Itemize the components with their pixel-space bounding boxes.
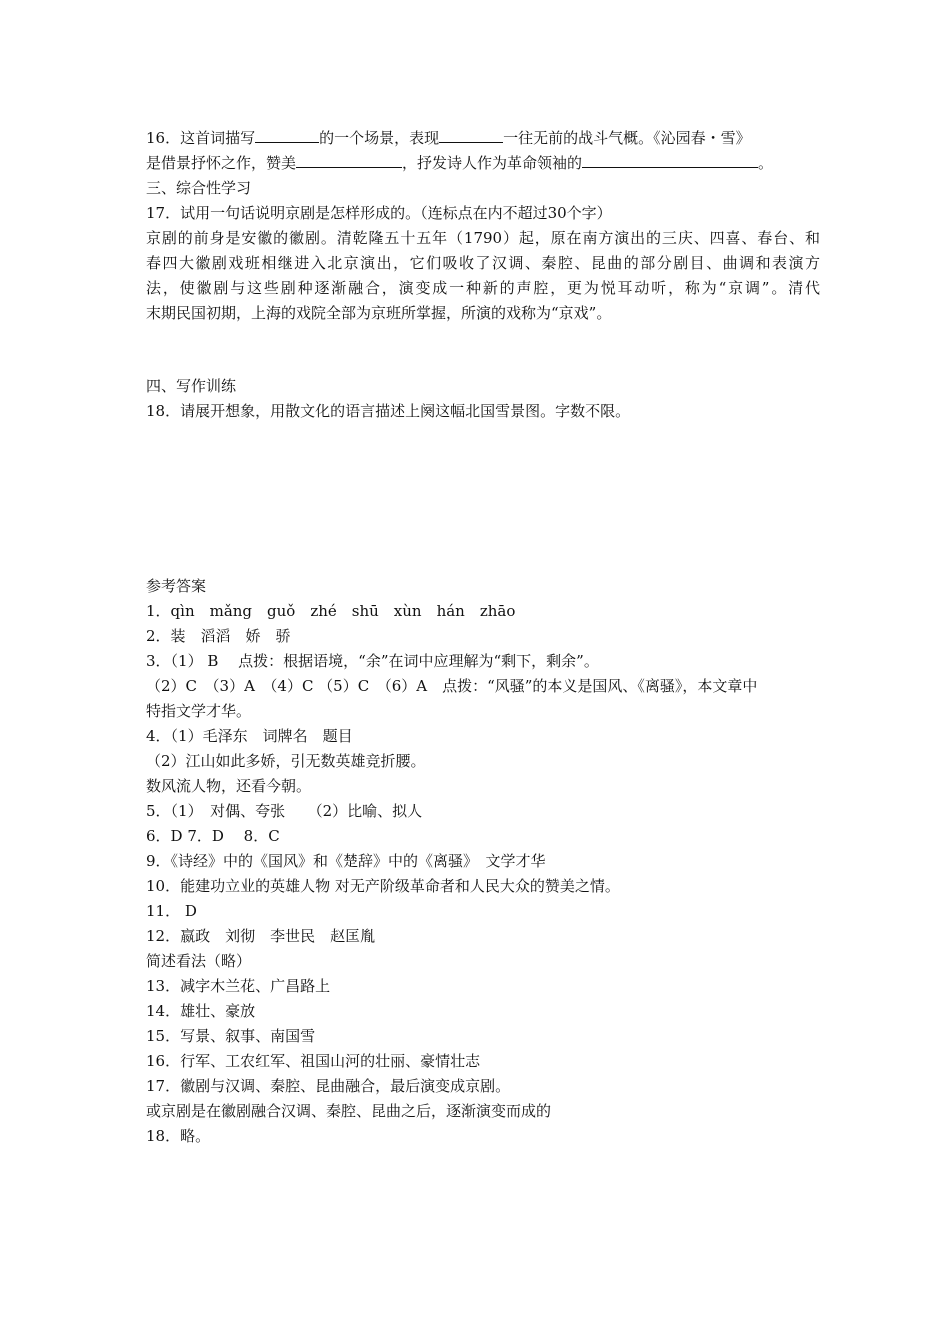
answer-blank-4[interactable]	[582, 153, 758, 168]
answer-line: 2．装 滔滔 娇 骄	[146, 627, 291, 645]
answers-heading: 参考答案	[146, 577, 207, 595]
answer-line: （2）江山如此多娇，引无数英雄竞折腰。	[146, 752, 426, 770]
answer-line: 5．（1） 对偶、夸张 （2）比喻、拟人	[146, 802, 423, 820]
question-18: 18．请展开想象，用散文化的语言描述上阕这幅北国雪景图。字数不限。	[146, 402, 631, 420]
answer-line: 特指文学才华。	[146, 702, 252, 720]
answer-blank-3[interactable]	[296, 153, 402, 168]
passage-line-1: 京剧的前身是安徽的徽剧。清乾隆五十五年（1790）起，原在南方演出的三庆、四喜、春台、和	[146, 229, 820, 247]
q16-text-3: 一往无前的战斗气概。《沁园春・雪》	[503, 129, 751, 147]
q16-text-2: 的一个场景，表现	[319, 129, 440, 147]
answer-line: 1．qìn mǎng guǒ zhé shū xùn hán zhāo	[146, 602, 516, 620]
passage-line-2: 春四大徽剧戏班相继进入北京演出，它们吸收了汉调、秦腔、昆曲的部分剧目、曲调和表演方	[146, 254, 820, 272]
passage-line-4: 末期民国初期，上海的戏院全部为京班所掌握，所演的戏称为“京戏”。	[146, 304, 612, 322]
answer-line: 15．写景、叙事、南国雪	[146, 1027, 316, 1045]
question-16-line-2	[146, 151, 820, 176]
answer-line: 16．行军、工农红军、祖国山河的壮丽、豪情壮志	[146, 1052, 481, 1070]
answer-line: 17．徽剧与汉调、秦腔、昆曲融合，最后演变成京剧。	[146, 1077, 511, 1095]
answer-line: 14．雄壮、豪放	[146, 1002, 256, 1020]
answer-line: 简述看法（略）	[146, 952, 252, 970]
answer-line: 或京剧是在徽剧融合汉调、秦腔、昆曲之后，逐渐演变而成的	[146, 1102, 552, 1120]
answer-line: 11． D	[146, 902, 197, 920]
answer-line: （2）C （3）A （4）C （5）C （6）A 点拨：“风骚”的本义是国风、《离骚》，本文章中	[146, 677, 758, 695]
q16-text-5: ，抒发诗人作为革命领袖的	[402, 154, 583, 172]
passage-line-3: 法，使徽剧与这些剧种逐渐融合，演变成一种新的声腔，更为悦耳动听，称为“京调”。清代	[146, 279, 820, 297]
q16-text-4: 是借景抒怀之作，赞美	[146, 154, 297, 172]
section-4-heading: 四、写作训练	[146, 377, 237, 395]
answer-line: 9．《诗经》中的《国风》和《楚辞》中的《离骚》 文学才华	[146, 852, 546, 870]
q16-text-1: 16．这首词描写	[146, 129, 256, 147]
answer-blank-1[interactable]	[255, 128, 319, 143]
answer-line: 6．D 7．D 8．C	[146, 827, 280, 845]
answer-blank-2[interactable]	[439, 128, 503, 143]
answer-line: 数风流人物，还看今朝。	[146, 777, 312, 795]
q16-text-6: 。	[758, 154, 774, 172]
question-17: 17．试用一句话说明京剧是怎样形成的。（连标点在内不超过30个字）	[146, 204, 612, 222]
answer-line: 13．减字木兰花、广昌路上	[146, 977, 331, 995]
answer-line: 10．能建功立业的英雄人物 对无产阶级革命者和人民大众的赞美之情。	[146, 877, 620, 895]
answer-line: 12．嬴政 刘彻 李世民 赵匡胤	[146, 927, 376, 945]
answer-line: 4．（1）毛泽东 词牌名 题目	[146, 727, 353, 745]
section-3-heading: 三、综合性学习	[146, 179, 252, 197]
answer-line: 18．略。	[146, 1127, 211, 1145]
answer-line: 3．（1） B 点拨：根据语境，“余”在词中应理解为“剩下，剩余”。	[146, 652, 599, 670]
question-16-line-1	[146, 126, 820, 151]
